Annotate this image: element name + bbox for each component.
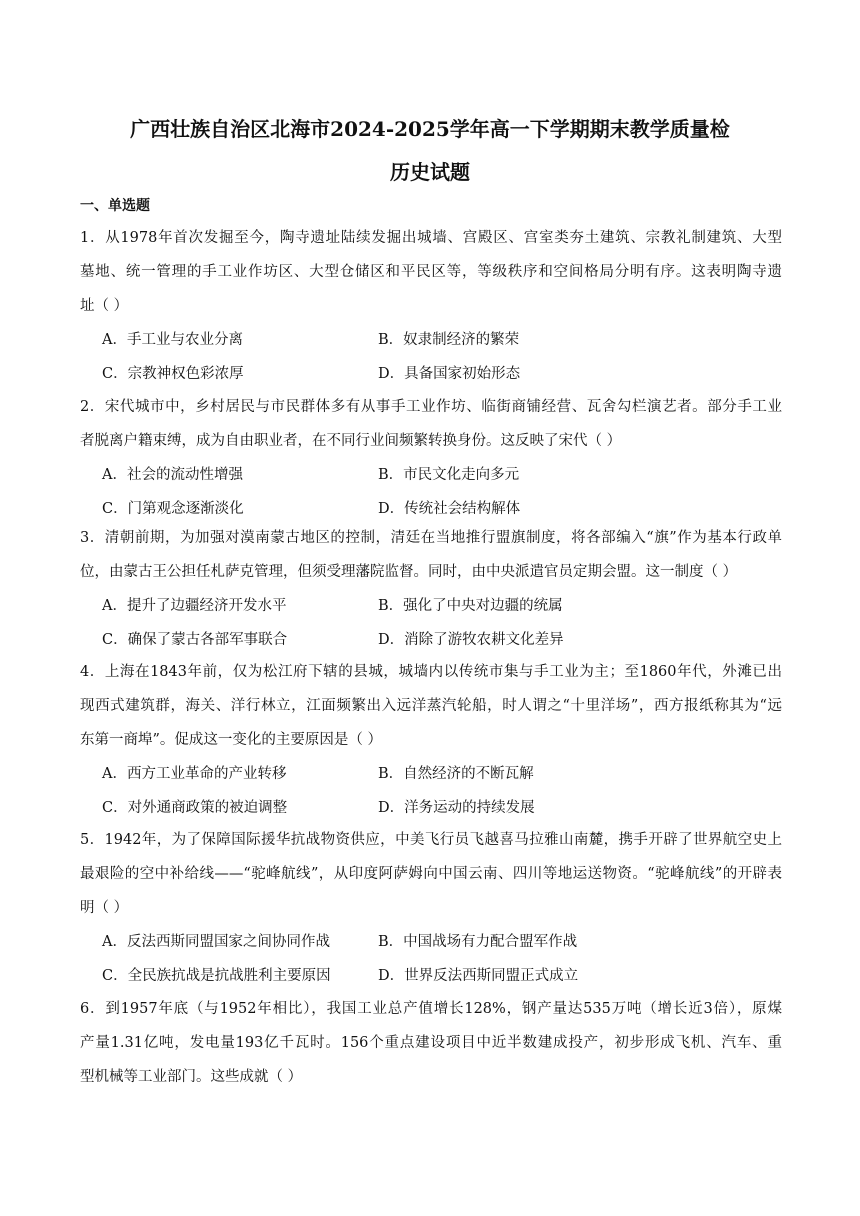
question-options	[80, 757, 782, 825]
option-d[interactable]: D．消除了游牧农耕文化差异	[378, 632, 564, 648]
question-text-line: 1．从1978年首次发掘至今，陶寺遗址陆续发掘出城墙、宫殿区、宫室类夯土建筑、宗教礼制建筑、大型	[80, 230, 782, 246]
option-a[interactable]: A．西方工业革命的产业转移	[102, 766, 287, 782]
option-b[interactable]: B．强化了中央对边疆的统属	[378, 598, 563, 614]
option-a[interactable]: A．提升了边疆经济开发水平	[102, 598, 287, 614]
option-d[interactable]: D．洋务运动的持续发展	[378, 800, 535, 816]
question-1	[80, 221, 782, 391]
exam-title: 广西壮族自治区北海市2024-2025学年高一下学期期末教学质量检	[130, 117, 730, 141]
option-a[interactable]: A．社会的流动性增强	[102, 467, 243, 483]
option-c[interactable]: C．宗教神权色彩浓厚	[102, 366, 244, 382]
section-heading: 一、单选题	[80, 198, 150, 214]
question-options	[80, 589, 782, 657]
question-text-line: 3．清朝前期，为加强对漠南蒙古地区的控制，清廷在当地推行盟旗制度，将各部编入“旗”作为基本行政单	[80, 530, 782, 546]
question-options	[80, 925, 782, 993]
question-text-line: 明（ ）	[80, 900, 129, 916]
question-5	[80, 823, 782, 993]
option-d[interactable]: D．传统社会结构解体	[378, 501, 521, 517]
option-b[interactable]: B．自然经济的不断瓦解	[378, 766, 534, 782]
question-text-line: 6．到1957年底（与1952年相比），我国工业总产值增长128%，钢产量达535万吨（增长近3倍），原煤	[80, 1001, 782, 1017]
question-text-line: 墓地、统一管理的手工业作坊区、大型仓储区和平民区等，等级秩序和空间格局分明有序。这表明陶寺遗	[80, 264, 782, 280]
question-2	[80, 390, 782, 526]
question-4	[80, 655, 782, 825]
question-text-line: 5．1942年，为了保障国际援华抗战物资供应，中美飞行员飞越喜马拉雅山南麓，携手开辟了世界航空史上	[80, 832, 782, 848]
question-text-line: 2．宋代城市中，乡村居民与市民群体多有从事手工业作坊、临街商铺经营、瓦舍勾栏演艺者。部分手工业	[80, 399, 782, 415]
question-text-line: 最艰险的空中补给线——“驼峰航线”，从印度阿萨姆向中国云南、四川等地运送物资。“驼峰航线”的开辟表	[80, 866, 782, 882]
question-text-line: 址（ ）	[80, 298, 129, 314]
option-a[interactable]: A．手工业与农业分离	[102, 332, 243, 348]
question-options	[80, 323, 782, 391]
question-options	[80, 458, 782, 526]
option-b[interactable]: B．市民文化走向多元	[378, 467, 520, 483]
question-text-line: 4．上海在1843年前，仅为松江府下辖的县城，城墙内以传统市集与手工业为主；至1860年代，外滩已出	[80, 664, 782, 680]
question-3	[80, 521, 782, 657]
question-text-line: 东第一商埠”。促成这一变化的主要原因是（ ）	[80, 732, 383, 748]
option-d[interactable]: D．具备国家初始形态	[378, 366, 521, 382]
option-c[interactable]: C．全民族抗战是抗战胜利主要原因	[102, 968, 331, 984]
option-b[interactable]: B．奴隶制经济的繁荣	[378, 332, 520, 348]
option-c[interactable]: C．对外通商政策的被迫调整	[102, 800, 288, 816]
question-6	[80, 992, 782, 1094]
question-text-line: 产量1.31亿吨，发电量193亿千瓦时。156个重点建设项目中近半数建成投产，初步形成飞机、汽车、重	[80, 1035, 782, 1051]
question-text-line: 型机械等工业部门。这些成就（ ）	[80, 1069, 303, 1085]
question-text-line: 者脱离户籍束缚，成为自由职业者，在不同行业间频繁转换身份。这反映了宋代（ ）	[80, 433, 622, 449]
question-text-line: 现西式建筑群，海关、洋行林立，江面频繁出入远洋蒸汽轮船，时人谓之“十里洋场”，西方报纸称其为“远	[80, 698, 782, 714]
option-c[interactable]: C．确保了蒙古各部军事联合	[102, 632, 288, 648]
option-c[interactable]: C．门第观念逐渐淡化	[102, 501, 244, 517]
option-d[interactable]: D．世界反法西斯同盟正式成立	[378, 968, 579, 984]
exam-subject: 历史试题	[390, 160, 470, 184]
option-b[interactable]: B．中国战场有力配合盟军作战	[378, 934, 578, 950]
question-text-line: 位，由蒙古王公担任札萨克管理，但须受理藩院监督。同时，由中央派遣官员定期会盟。这一制度（ ）	[80, 564, 738, 580]
option-a[interactable]: A．反法西斯同盟国家之间协同作战	[102, 934, 330, 950]
